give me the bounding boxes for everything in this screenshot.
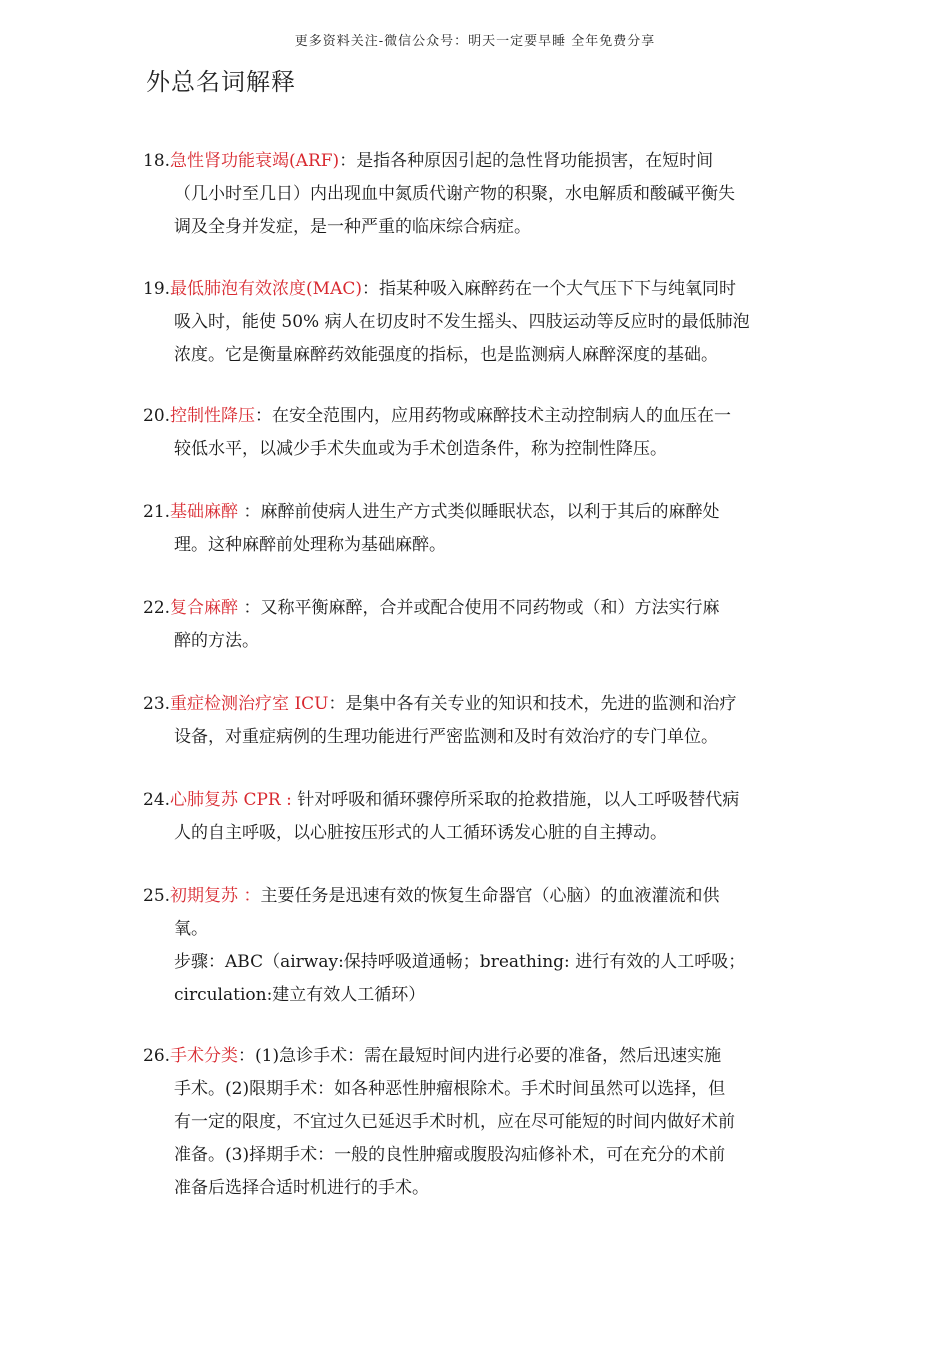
entry-first-line (143, 273, 813, 306)
entry-number: 26. (143, 1046, 171, 1066)
entry-line: (1)急诊手术：需在最短时间内进行必要的准备，然后迅速实施 (255, 1046, 722, 1066)
entry-22 (143, 592, 813, 658)
entry-separator: ： (255, 406, 273, 426)
entry-line: 针对呼吸和循环骤停所采取的抢救措施，以人工呼吸替代病 (291, 790, 740, 810)
entry-number: 18. (143, 151, 171, 171)
entry-term: 手术分类 (170, 1046, 239, 1066)
entry-number: 23. (143, 694, 171, 714)
entry-line: 调及全身并发症，是一种严重的临床综合病症。 (174, 217, 531, 237)
entry-line: 设备，对重症病例的生理功能进行严密监测和及时有效治疗的专门单位。 (174, 727, 718, 747)
page-header: 更多资料关注-微信公众号：明天一定要早睡 全年免费分享 (294, 34, 656, 49)
entry-number: 22. (143, 598, 171, 618)
entry-first-line (143, 592, 813, 625)
entry-first-line (143, 496, 813, 529)
entry-23 (143, 688, 813, 754)
entry-separator: : (280, 790, 292, 810)
entry-first-line (143, 1040, 813, 1073)
entry-separator: ： (238, 598, 261, 618)
entry-line: 又称平衡麻醉，合并或配合使用不同药物或（和）方法实行麻 (260, 598, 720, 618)
entry-21 (143, 496, 813, 562)
entry-line: 在安全范围内，应用药物或麻醉技术主动控制病人的血压在一 (272, 406, 732, 426)
entry-25 (143, 880, 813, 1012)
entry-separator: ： (238, 1046, 256, 1066)
entry-line: 手术。(2)限期手术：如各种恶性肿瘤根除术。手术时间虽然可以选择，但 (174, 1079, 726, 1099)
entry-first-line (143, 145, 813, 178)
page-title: 外总名词解释 (146, 68, 296, 96)
entry-number: 25. (143, 886, 171, 906)
entry-line: 主要任务是迅速有效的恢复生命器官（心脑）的血液灌流和供 (260, 886, 720, 906)
entry-term: 控制性降压 (170, 406, 256, 426)
entry-line: 吸入时，能使 50% 病人在切皮时不发生摇头、四肢运动等反应时的最低肺泡 (174, 312, 750, 332)
entry-term: 最低肺泡有效浓度(MAC) (170, 279, 363, 299)
entry-separator: ： (238, 886, 261, 906)
entry-term: 急性肾功能衰竭(ARF) (170, 151, 340, 171)
entry-line: 人的自主呼吸，以心脏按压形式的人工循环诱发心脏的自主搏动。 (174, 823, 667, 843)
entry-first-line (143, 688, 813, 721)
entry-line: circulation:建立有效人工循环） (174, 985, 426, 1005)
entry-line: 理。这种麻醉前处理称为基础麻醉。 (174, 535, 446, 555)
entry-18 (143, 145, 813, 244)
entry-term: 基础麻醉 (170, 502, 239, 522)
entry-line: 是集中各有关专业的知识和技术，先进的监测和治疗 (345, 694, 737, 714)
entry-line: 指某种吸入麻醉药在一个大气压下下与纯氧同时 (379, 279, 737, 299)
entry-19 (143, 273, 813, 372)
entry-line: （几小时至几日）内出现血中氮质代谢产物的积聚，水电解质和酸碱平衡失 (174, 184, 735, 204)
entry-term: 心肺复苏 CPR (170, 790, 281, 810)
entry-20 (143, 400, 813, 466)
entry-line: 准备后选择合适时机进行的手术。 (174, 1178, 429, 1198)
entry-line: 准备。(3)择期手术：一般的良性肿瘤或腹股沟疝修补术，可在充分的术前 (174, 1145, 726, 1165)
entry-24 (143, 784, 813, 850)
entry-number: 19. (143, 279, 171, 299)
entry-line: 氧。 (174, 919, 208, 939)
entry-26 (143, 1040, 813, 1205)
entry-line: 较低水平，以减少手术失血或为手术创造条件，称为控制性降压。 (174, 439, 667, 459)
entry-first-line (143, 880, 813, 913)
entry-separator: ： (328, 694, 346, 714)
entry-first-line (143, 400, 813, 433)
entry-separator: ： (339, 151, 357, 171)
entry-line: 有一定的限度，不宜过久已延迟手术时机，应在尽可能短的时间内做好术前 (174, 1112, 735, 1132)
entry-separator: ： (238, 502, 261, 522)
entry-separator: ： (362, 279, 380, 299)
entry-term: 重症检测治疗室 ICU (170, 694, 329, 714)
entry-number: 20. (143, 406, 171, 426)
entry-line: 浓度。它是衡量麻醉药效能强度的指标，也是监测病人麻醉深度的基础。 (174, 345, 718, 365)
entry-line: 醉的方法。 (174, 631, 259, 651)
entry-term: 初期复苏 (170, 886, 239, 906)
entry-number: 24. (143, 790, 171, 810)
entry-line: 麻醉前使病人进生产方式类似睡眠状态，以利于其后的麻醉处 (260, 502, 720, 522)
entry-term: 复合麻醉 (170, 598, 239, 618)
entry-line: 是指各种原因引起的急性肾功能损害，在短时间 (356, 151, 714, 171)
entry-first-line (143, 784, 813, 817)
entry-number: 21. (143, 502, 171, 522)
entry-line: 步骤：ABC（airway:保持呼吸道通畅；breathing: 进行有效的人工呼吸； (174, 952, 746, 972)
